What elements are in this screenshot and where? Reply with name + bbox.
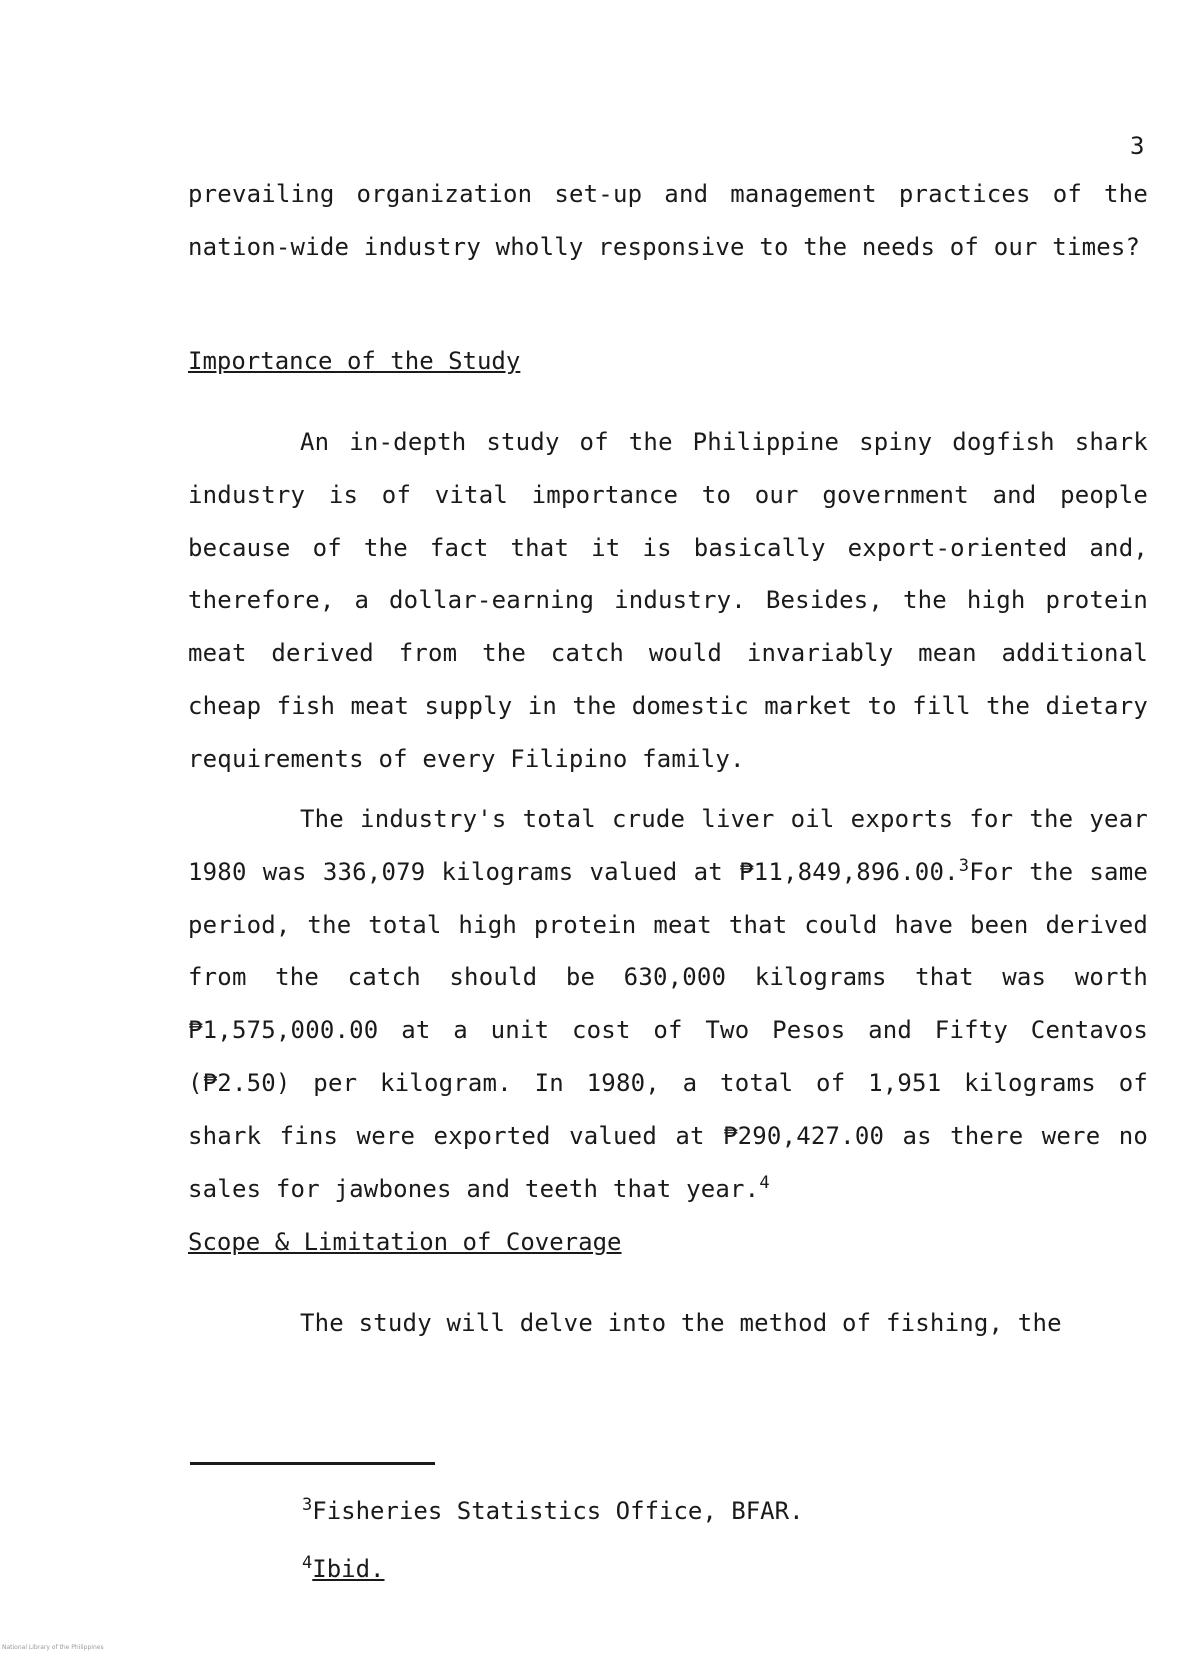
importance-paragraph-2 [188,793,1148,1215]
scope-paragraph-1: The study will delve into the method of fishing, the [300,1309,1062,1337]
paragraph-2-part-2: For the same period, the total high protein meat that could have been derived from the catch should be 630,000 kilograms that was worth ₱1,575,000.00 at a unit cost of Two Pesos and Fifty Centavos (₱2.50) per kilogram. In 1980, a total of 1,951 kilograms of shark fins were exported valued at ₱290,427.00 as there were no sales for jawbones and teeth that year. [188,857,1148,1203]
paragraph-2-part-1: The industry's total crude liver oil exports for the year 1980 was 336,079 kilograms valued at ₱11,849,896.00. [188,805,1148,886]
scan-edge-caption: National Library of the Philippines [2,1644,104,1651]
intro-paragraph: prevailing organization set-up and management practices of the nation-wide industry wholly responsive to the needs of our times? [188,180,1148,261]
footnote-separator [190,1462,435,1465]
footnote-4-text: Ibid. [312,1555,385,1583]
footnote-3-text: Fisheries Statistics Office, BFAR. [312,1497,804,1525]
importance-paragraph-1: An in-depth study of the Philippine spiny dogfish shark industry is of vital importance to our government and people because of the fact that it is basically export-oriented and, therefore, a dollar-earning industry. Besides, the high protein meat derived from the catch would invariably mean additional cheap fish meat supply in the domestic market to fill the dietary requirements of every Filipino family. [188,428,1148,773]
footnote-3 [302,1497,804,1525]
footnote-4-marker: 4 [302,1553,313,1573]
footnote-3-marker: 3 [302,1495,313,1515]
footnote-ref-3: 3 [958,855,970,876]
footnote-ref-4: 4 [759,1172,770,1193]
heading-importance-of-study: Importance of the Study [188,347,521,375]
heading-scope-limitation: Scope & Limitation of Coverage [188,1228,622,1256]
page-number: 3 [1130,132,1145,160]
footnote-4 [302,1555,385,1583]
